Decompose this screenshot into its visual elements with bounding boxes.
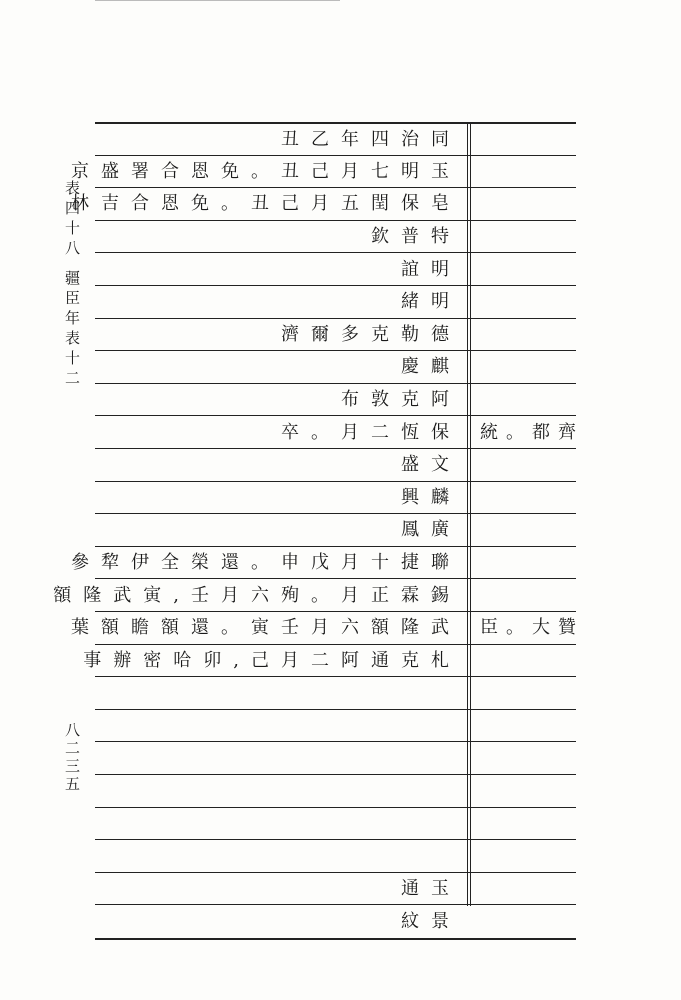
right-text: 統。都齊 [480,421,584,443]
table-row [53,578,576,612]
table-row [95,383,576,417]
right-cell [475,156,576,189]
right-cell [475,645,576,678]
main-cell [95,514,465,547]
main-cell [95,775,465,808]
main-cell [95,286,465,319]
row-text: 事辦密哈卯,己月二阿通克札 [83,649,461,671]
side-title: 表四十八 疆臣年表十二 [63,180,81,390]
right-cell [475,775,576,808]
row-text: 葉額瞻額還。寅壬月六額隆武 [71,617,461,639]
right-cell [475,905,576,938]
main-cell [95,416,465,449]
table-row [83,644,576,678]
top-rule [95,0,340,1]
right-cell [475,579,576,612]
row-text: 布敦克阿 [341,389,461,411]
table-row [95,415,584,449]
main-cell [71,188,465,221]
main-cell [95,905,465,938]
row-text: 慶麒 [401,356,461,378]
table-row [95,122,576,157]
right-cell [475,612,584,645]
table-row [95,807,576,841]
right-cell [475,873,576,906]
main-cell [71,156,465,189]
table-row [95,741,576,775]
table-row [95,481,576,515]
main-cell [95,319,465,352]
row-text: 興麟 [401,486,461,508]
table-row [95,350,576,384]
row-text: 卒。月二恆保 [281,421,461,443]
row-text: 欽普特 [371,226,461,248]
table-row [71,546,576,580]
main-cell [95,449,465,482]
row-text: 額隆武寅,壬月六殉。月正霖錫 [53,584,461,606]
main-cell [71,612,465,645]
main-cell [95,221,465,254]
right-cell [475,188,576,221]
row-text: 京盛署合恩免。丑己月七明玉 [71,160,461,182]
column-divider [467,122,471,906]
right-cell [475,124,576,157]
main-cell [95,742,465,775]
main-cell [95,253,465,286]
main-cell [95,124,465,157]
right-text: 臣。大贊 [480,617,584,639]
right-cell [475,351,576,384]
right-cell [475,416,584,449]
right-cell [475,319,576,352]
table-row [95,904,576,940]
main-cell [71,547,465,580]
table-row [95,774,576,808]
table-row [95,220,576,254]
table-row [95,709,576,743]
right-cell [475,514,576,547]
main-cell [95,873,465,906]
table-row [95,448,576,482]
right-cell [475,253,576,286]
right-cell [475,384,576,417]
right-cell [475,482,576,515]
table-row [71,187,576,221]
main-cell [53,579,465,612]
table-row [95,252,576,286]
row-text: 林吉合恩免。丑己月五閏保皂 [71,193,461,215]
right-cell [475,221,576,254]
row-text: 濟爾多克勒德 [281,323,461,345]
row-text: 誼明 [401,258,461,280]
row-text: 丑乙年四治同 [281,129,461,151]
main-cell [95,384,465,417]
main-cell [95,482,465,515]
row-text: 通玉 [401,878,461,900]
main-cell [83,645,465,678]
right-cell [475,449,576,482]
right-cell [475,710,576,743]
right-cell [475,808,576,841]
main-cell [95,840,465,873]
table-row [71,155,576,189]
table-row [95,285,576,319]
table-row [95,839,576,873]
row-text: 紋景 [401,910,461,932]
main-cell [95,677,465,710]
table-row [71,611,584,645]
table-row [95,318,576,352]
table-row [95,872,576,906]
right-cell [475,840,576,873]
right-cell [475,286,576,319]
main-cell [95,351,465,384]
row-text: 鳳廣 [401,519,461,541]
right-cell [475,547,576,580]
right-cell [475,742,576,775]
table-row [95,676,576,710]
main-cell [95,808,465,841]
table-row [95,513,576,547]
main-cell [95,710,465,743]
row-text: 緒明 [401,291,461,313]
page-number: 八二三五 [63,722,81,794]
row-text: 盛文 [401,454,461,476]
row-text: 參犂伊全榮還。申戊月十捷聯 [71,552,461,574]
right-cell [475,677,576,710]
